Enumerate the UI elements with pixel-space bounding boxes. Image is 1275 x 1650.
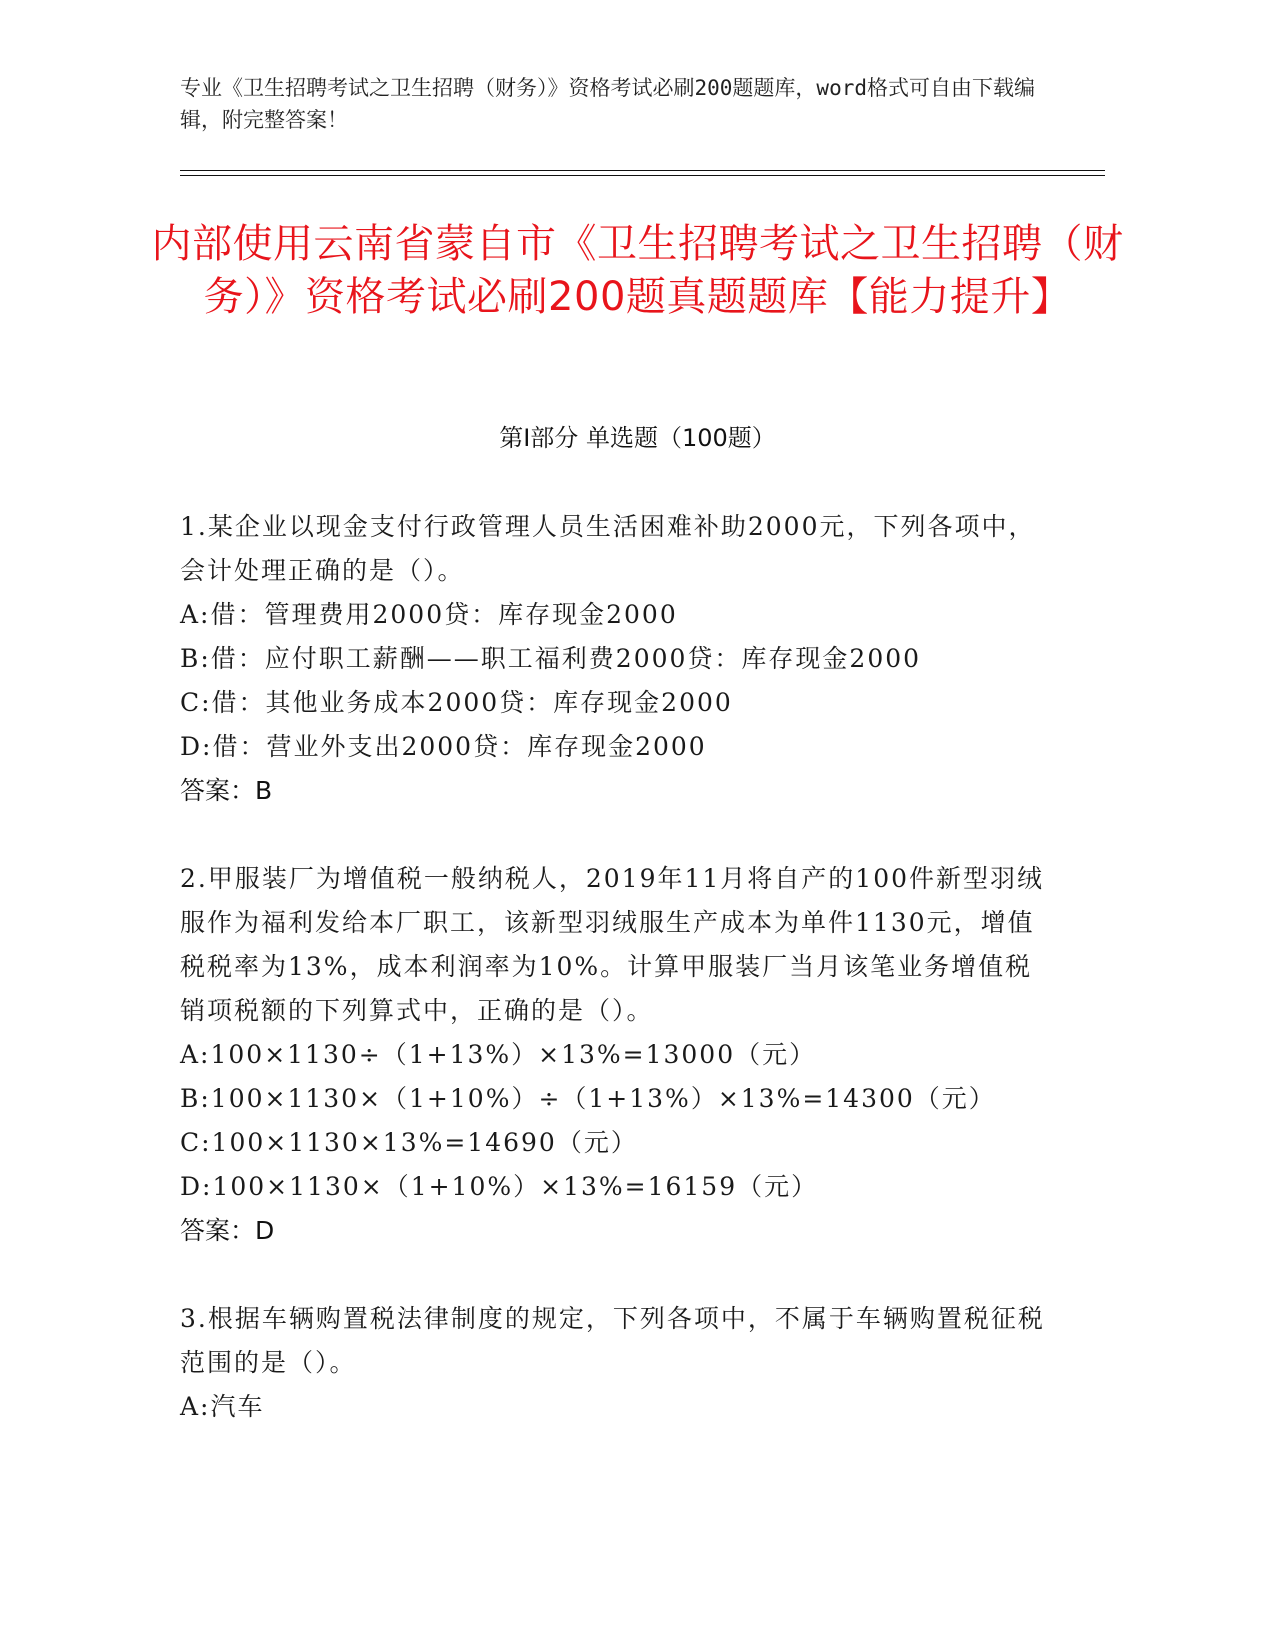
option-a: A:借：管理费用2000贷：库存现金2000: [180, 600, 678, 629]
question-1: [180, 505, 1050, 813]
option-a: A:100×1130÷（1+13%）×13%=13000（元）: [180, 1040, 817, 1069]
question-stem: 1.某企业以现金支付行政管理人员生活困难补助2000元，下列各项中，会计处理正确的是（）。: [180, 512, 1036, 585]
option-d: D:借：营业外支出2000贷：库存现金2000: [180, 732, 707, 761]
header-rule-top: [180, 170, 1105, 171]
question-3: [180, 1297, 1050, 1429]
question-list: [180, 505, 1050, 1473]
header-rule-bottom: [180, 175, 1105, 176]
answer: 答案：D: [180, 1216, 275, 1245]
answer: 答案：B: [180, 776, 273, 805]
option-c: C:100×1130×13%=14690（元）: [180, 1128, 638, 1157]
option-d: D:100×1130×（1+10%）×13%=16159（元）: [180, 1172, 819, 1201]
option-c: C:借：其他业务成本2000贷：库存现金2000: [180, 688, 733, 717]
document-title: 内部使用云南省蒙自市《卫生招聘考试之卫生招聘（财务）》资格考试必刷200题真题题库【能力提升】: [151, 221, 1124, 320]
option-b: B:借：应付职工薪酬——职工福利费2000贷：库存现金2000: [180, 644, 922, 673]
option-a: A:汽车: [180, 1392, 265, 1421]
header-note: 专业《卫生招聘考试之卫生招聘（财务）》资格考试必刷200题题库，word格式可自由下载编辑，附完整答案！: [180, 76, 1035, 132]
question-stem: 3.根据车辆购置税法律制度的规定，下列各项中，不属于车辆购置税征税范围的是（）。: [180, 1304, 1045, 1377]
option-b: B:100×1130×（1+10%）÷（1+13%）×13%=14300（元）: [180, 1084, 996, 1113]
question-stem: 2.甲服装厂为增值税一般纳税人，2019年11月将自产的100件新型羽绒服作为福利发给本厂职工，该新型羽绒服生产成本为单件1130元，增值税税率为13%，成本利润率为10%。计算甲服装厂当月该笔业务增值税销项税额的下列算式中，正确的是（）。: [180, 864, 1045, 1025]
section-title: 第I部分 单选题（100题）: [499, 424, 776, 452]
question-2: [180, 857, 1050, 1253]
